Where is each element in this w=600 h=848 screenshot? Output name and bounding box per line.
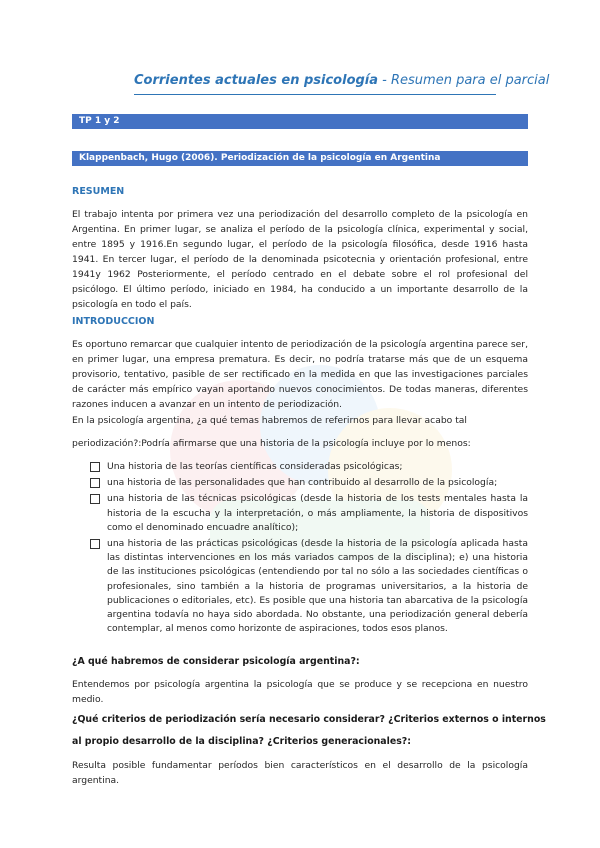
answer-argentine-psychology: Entendemos por psicología argentina la psicología que se produce y se recepciona en nuestro medio. [72, 679, 528, 705]
intro-paragraph: Es oportuno remarcar que cualquier intento de periodización de la psicología argentina parece ser, en primer lugar, una empresa prematura. Es decir, no podría tratarse más que de un esquema provisorio, tentativo, pasible de ser rectificado en la medida en que las investigaciones parciales de carácter más empírico vayan aportando nuevos conocimientos. De todas maneras, diferentes razones inducen a avanzar en un intento de periodización. [72, 339, 528, 410]
title-subtitle: - Resumen para el parcial [378, 73, 550, 88]
list-item: una historia de las prácticas psicológicas (desde la historia de la psicología aplicada hasta las distintas intervenciones en los más variados campos de la disciplina); e) una historia de las instituciones psicológicas (entendiendo por tal no sólo a las sociedades científicas o profesionales, sino también a la historia de programas universitarios, a la historia de publicaciones o editoriales, etc). Es posible que una historia tan abarcativa de la psicología argentina todavía no haya sido abordada. No obstante, una periodización general debería contemplar, al menos como horizonte de aspiraciones, todos esos planos. [90, 537, 528, 636]
intro-question-line2: periodización?:Podría afirmarse que una historia de la psicología incluye por lo menos: [72, 438, 471, 449]
checkbox-icon [90, 539, 100, 549]
title-main: Corrientes actuales en psicología [134, 73, 379, 88]
title-underline [134, 94, 496, 95]
answer-criteria: Resulta posible fundamentar períodos bien característicos en el desarrollo de la psicología argentina. [72, 760, 528, 786]
list-item: Una historia de las teorías científicas consideradas psicológicas; [90, 460, 528, 474]
history-list [90, 460, 528, 638]
checkbox-icon [90, 478, 100, 488]
resumen-heading: RESUMEN [72, 186, 125, 197]
question-criteria-line1: ¿Qué criterios de periodización sería necesario considerar? ¿Criterios externos o internos [72, 714, 546, 725]
question-argentine-psychology: ¿A qué habremos de considerar psicología argentina?: [72, 656, 360, 667]
resumen-paragraph: El trabajo intenta por primera vez una periodización del desarrollo completo de la psicología en Argentina. En primer lugar, se analiza el período de la psicología clínica, experimental y social, entre 1895 y 1916.En segundo lugar, el período de la psicología filosófica, desde 1916 hasta 1941. En tercer lugar, el período de la denominada psicotecnia y orientación profesional, entre 1941y 1962 Posteriormente, el período centrado en el debate sobre el rol profesional del psicólogo. El último período, iniciado en 1984, ha conducido a un importante desarrollo de la psicología en todo el país. [72, 209, 528, 310]
document-title [134, 73, 549, 88]
checkbox-icon [90, 462, 100, 472]
reference-bar: Klappenbach, Hugo (2006). Periodización de la psicología en Argentina [72, 151, 528, 166]
list-item: una historia de las técnicas psicológicas (desde la historia de los tests mentales hasta la historia de la escucha y la interpretación, o más ampliamente, la historia de dispositivos como el denominado encuadre analítico); [90, 492, 528, 535]
tp-section-bar: TP 1 y 2 [72, 114, 528, 129]
intro-question-line1: En la psicología argentina, ¿a qué temas habremos de referirnos para llevar acabo tal [72, 415, 467, 426]
checkbox-icon [90, 494, 100, 504]
question-criteria-line2: al propio desarrollo de la disciplina? ¿Criterios generacionales?: [72, 736, 411, 747]
introduccion-heading: INTRODUCCION [72, 316, 155, 327]
list-item: una historia de las personalidades que han contribuido al desarrollo de la psicología; [90, 476, 528, 490]
